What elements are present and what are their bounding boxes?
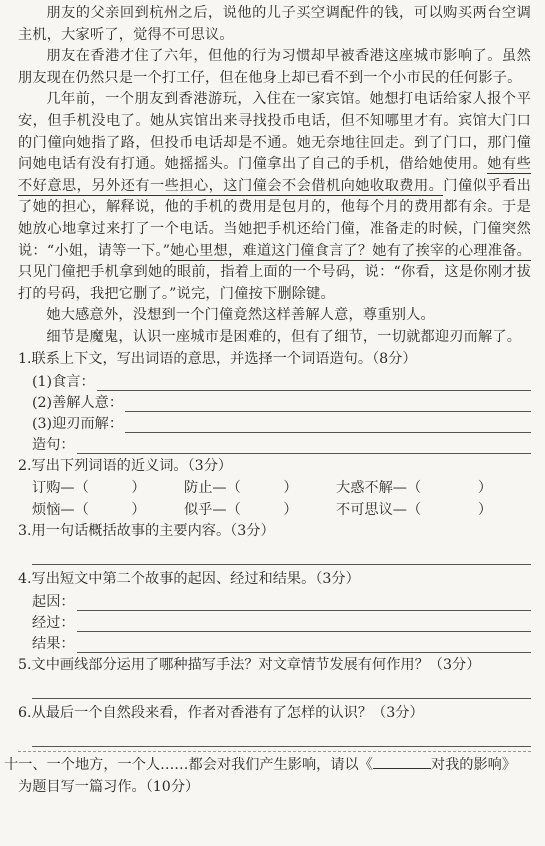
question-4 bbox=[18, 569, 531, 653]
paragraph-3-text-a: 几年前，一个朋友到香港游玩，入住在一家宾馆。她想打电话给家人报个平安，但手机没电了。她从宾馆出来寻找投币电话，但不知哪里才有。宾馆大门口的门僮向她指了路，但投币电话却是不通。她无奈地往回走。到了门口，那门僮问她电话有没有打通。她摇摇头。门僮拿出了自己的手机，借给她使用。 bbox=[18, 91, 531, 173]
q1-label-shiyan: (1)食言： bbox=[32, 373, 95, 390]
paragraph-3-text-c: 只见门僮把手机拿到她的眼前，指着上面的一个号码，说：“你看，这是你刚才拔打的号码，我把它删了。”说完，门僮按下删除键。 bbox=[18, 264, 531, 302]
answer-line[interactable] bbox=[125, 396, 531, 412]
composition-line-1 bbox=[4, 754, 531, 776]
underlined-sentence-2: 她心里想，难道这门僮食言了？她有了挨宰的心理准备。 bbox=[170, 242, 531, 259]
question-2 bbox=[18, 456, 531, 521]
question-1 bbox=[18, 349, 531, 454]
answer-line[interactable] bbox=[32, 676, 531, 699]
q1-row-yingrenerjie bbox=[18, 412, 531, 433]
synonym-item[interactable]: 大惑不解—（ ） bbox=[336, 479, 493, 496]
title-blank[interactable] bbox=[373, 756, 431, 769]
answer-line[interactable] bbox=[125, 417, 531, 433]
q1-label-zaoju: 造句： bbox=[32, 436, 75, 453]
question-5 bbox=[18, 655, 531, 699]
q1-row-shanjierenyi bbox=[18, 391, 531, 412]
answer-line[interactable] bbox=[77, 438, 531, 454]
question-3-title: 3.用一句话概括故事的主要内容。（3分） bbox=[18, 522, 275, 539]
q4-row-result bbox=[18, 632, 531, 653]
composition-text-b: 对我的影响》 bbox=[430, 756, 517, 773]
paragraph-5: 细节是魔鬼，认识一座城市是困难的，但有了细节，一切就都迎刃而解了。 bbox=[46, 328, 522, 345]
synonym-item[interactable]: 烦恼—（ ） bbox=[32, 501, 146, 518]
synonym-item[interactable]: 不可思议—（ ） bbox=[336, 501, 493, 518]
answer-line[interactable] bbox=[77, 616, 531, 632]
paragraph-2: 朋友在香港才住了六年，但他的行为习惯却早被香港这座城市影响了。虽然朋友现在仍然只是一个打工仔，但在他身上却已看不到一个小市民的任何影子。 bbox=[18, 48, 531, 86]
question-4-title: 4.写出短文中第二个故事的起因、经过和结果。（3分） bbox=[18, 570, 360, 587]
synonym-row-1 bbox=[18, 477, 531, 499]
q4-row-process bbox=[18, 611, 531, 632]
synonym-row-2 bbox=[18, 499, 531, 521]
question-6 bbox=[18, 703, 531, 747]
underlined-sentence-1: 她有些不好意思，另外还有一些担心，这门僮会不会借机向她收取费用。 bbox=[18, 156, 531, 194]
q4-row-cause bbox=[18, 590, 531, 611]
answer-line[interactable] bbox=[32, 542, 531, 565]
question-3 bbox=[18, 521, 531, 565]
composition-text-a: 十一、一个地方，一个人……都会对我们产生影响，请以《 bbox=[4, 756, 373, 773]
answer-line[interactable] bbox=[77, 595, 531, 611]
answer-line[interactable] bbox=[77, 637, 531, 653]
reading-passage bbox=[18, 3, 531, 349]
q1-label-yingrenerjie: (3)迎刃而解： bbox=[32, 415, 124, 432]
synonym-item[interactable]: 订购—（ ） bbox=[32, 479, 146, 496]
question-2-title: 2.写出下列词语的近义词。（3分） bbox=[18, 457, 233, 474]
q4-label-process: 经过： bbox=[32, 614, 75, 631]
question-5-title: 5.文中画线部分运用了哪种描写手法？对文章情节发展有何作用？（3分） bbox=[18, 656, 481, 673]
paragraph-4: 她大感意外，没想到一个门僮竟然这样善解人意，尊重别人。 bbox=[46, 307, 435, 324]
q4-label-cause: 起因： bbox=[32, 593, 75, 610]
answer-line[interactable] bbox=[32, 724, 531, 747]
q1-row-zaoju bbox=[18, 433, 531, 454]
question-1-title: 1.联系上下文，写出词语的意思，并选择一个词语造句。（8分） bbox=[18, 350, 417, 367]
q1-row-shiyan bbox=[18, 370, 531, 391]
q4-label-result: 结果： bbox=[32, 635, 75, 652]
paragraph-1: 朋友的父亲回到杭州之后，说他的儿子买空调配件的钱，可以购买两台空调主机，大家听了，觉得不可思议。 bbox=[18, 5, 531, 43]
q1-label-shanjierenyi: (2)善解人意： bbox=[32, 394, 124, 411]
question-6-title: 6.从最后一个自然段来看，作者对香港有了怎样的认识？（3分） bbox=[18, 704, 424, 721]
paragraph-3-text-b: 门僮似乎看出了她的担心，解释说，他的手机的费用是包月的，他每个月的费用都有余。于是她放心地拿过来打了一个电话。当她把手机还给门僮，准备走的时候，门僮突然说：“小姐，请等一下。” bbox=[18, 177, 531, 259]
composition-prompt bbox=[4, 754, 531, 798]
composition-line-2: 为题目写一篇习作。（10分） bbox=[18, 778, 200, 795]
synonym-item[interactable]: 似乎—（ ） bbox=[184, 501, 298, 518]
section-divider bbox=[18, 751, 531, 752]
answer-line[interactable] bbox=[97, 375, 531, 391]
paragraph-3 bbox=[18, 89, 531, 305]
synonym-item[interactable]: 防止—（ ） bbox=[184, 479, 298, 496]
